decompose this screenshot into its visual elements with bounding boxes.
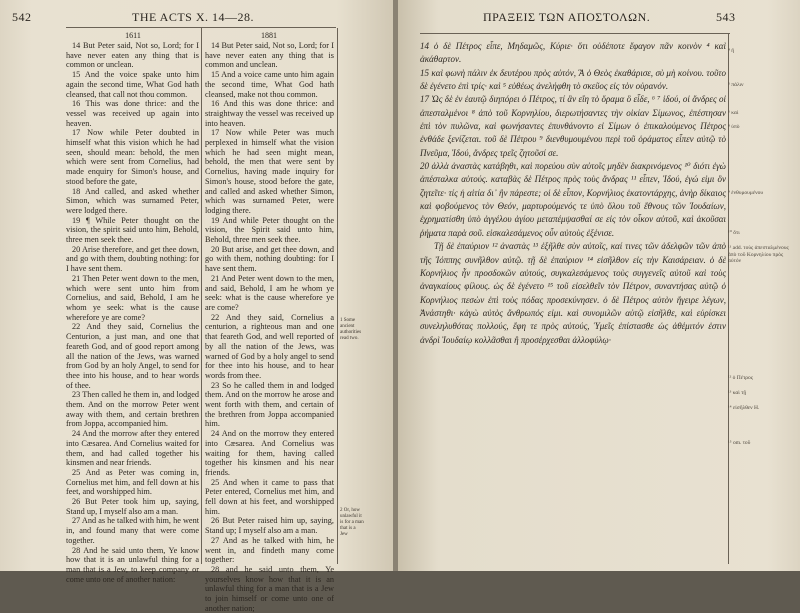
greek-paragraph: 17 Ὡς δὲ ἐν ἑαυτῷ διηπόρει ὁ Πέτρος, τί ἂν εἴη τὸ ὅραμα ὃ εἶδε, ⁶ ⁷ ἰδού, οἱ ἄνδρες οἱ ἀπεσταλμένοι ⁸ ἀπὸ τοῦ Κορνηλίου, διερωτήσαντες τὴν οἰκίαν Σίμωνος, ἐπέστησαν ἐπὶ τὸν πυλῶνα, καὶ φωνήσαντες ἐπυνθάνοντο εἰ Σίμων ὁ ἐπικαλούμενος Πέτρος ἐνθάδε ξενίζεται. τοῦ δὲ Πέτρου ⁹ διενθυμουμένου περὶ τοῦ ὁράματος εἶπεν αὐτῷ τὸ Πνεῦμα, Ἰδού, ἄνδρες τρεῖς ζητοῦσί σε. <box>420 94 726 158</box>
greek-margin-notes <box>728 40 794 565</box>
column-1881 <box>205 41 334 613</box>
greek-note: ¹⁵ om. τοῦ <box>728 440 751 446</box>
greek-note: ¹⁴ εἰσῆλθεν Η. <box>728 405 760 411</box>
verse: 20 But arise, and get thee down, and go with them, nothing doubting: for I have sent them. <box>205 244 334 274</box>
left-page <box>0 0 396 613</box>
verse: 27 And as he talked with him, he went in, and found many that were come together. <box>66 516 199 545</box>
verse: 27 And as he talked with him, he went in, and findeth many come together: <box>205 535 334 565</box>
verse: 20 Arise therefore, and get thee down, and go with them, doubting nothing: for I have sent them. <box>66 244 199 274</box>
greek-note: ¹¹ add. τοὺς ἀπεσταλμένους ἀπὸ τοῦ Κορνηλίου πρὸς αὐτόν <box>728 245 789 264</box>
verse: 25 And when it came to pass that Peter entered, Cornelius met him, and fell down at his feet, and worshipped him. <box>205 477 334 516</box>
verse: 23 Then called he them in, and lodged them. And on the morrow Peter went away with them, and certain brethren from Joppa, accompanied him. <box>66 390 199 429</box>
verse: 15 And the voice spake unto him again the second time, What God hath cleansed, that call not thou common. <box>66 70 199 99</box>
verse: 23 So he called them in and lodged them. And on the morrow he arose and went forth with them, and certain of the brethren from Joppa accompanied him. <box>205 380 334 429</box>
verse: 16 This was done thrice: and the vessel was received up again into heaven. <box>66 99 199 128</box>
verse: 26 But Peter raised him up, saying, Stand up; I myself also am a man. <box>205 516 334 536</box>
verse: 24 And on the morrow they entered into Cæsarea. And Cornelius was waiting for them, having called together his kinsmen and his near friends. <box>205 429 334 477</box>
greek-note: ⁸ ὑπὸ <box>728 124 740 130</box>
verse: 26 But Peter took him up, saying, Stand up, I myself also am a man. <box>66 497 199 516</box>
margin-divider <box>337 28 338 564</box>
greek-note: ⁶ καὶ <box>728 110 739 116</box>
column-divider <box>201 28 202 564</box>
verse: 16 And this was done thrice: and straightway the vessel was received up into heaven. <box>205 99 334 128</box>
column-heading-1881: 1881 <box>261 31 277 40</box>
greek-text <box>420 40 726 565</box>
verse: 14 But Peter said, Not so, Lord; for I have never eaten any thing that is common and unclean. <box>205 41 334 70</box>
greek-note: ¹⁰ ὅτι <box>728 230 740 236</box>
verse: 18 And called, and asked whether Simon, which was surnamed Peter, were lodged there. <box>66 186 199 215</box>
column-1611 <box>66 41 199 584</box>
verse: 21 And Peter went down to the men, and said, Behold, I am he whom ye seek: what is the cause wherefore ye are come? <box>205 273 334 312</box>
greek-note: ⁴ ἢ <box>728 48 735 54</box>
verse: 28 And he said unto them, Ye know how that it is an unlawful thing for a man that is a Jew, to keep company or come unto one of another nation: <box>66 545 199 584</box>
page-number-right: 543 <box>716 10 736 24</box>
greek-paragraph: 14 ὁ δὲ Πέτρος εἶπε, Μηδαμῶς, Κύριε· ὅτι οὐδέποτε ἔφαγον πᾶν κοινὸν ⁴ καὶ ἀκάθαρτον. <box>420 41 726 65</box>
greek-note: ¹² ὁ Πέτρος <box>728 375 753 381</box>
verse: 28 and he said unto them, Ye yourselves know how that it is an unlawful thing for a man that is a Jew to join himself or come unto one of another nation; <box>205 564 334 613</box>
verse: 17 Now while Peter was much perplexed in himself what the vision which he had seen might mean, behold, the men that were sent by Cornelius, having made inquiry for Simon's house, stood before the gate, and called and asked whether Simon, which was surnamed Peter, were lodging there. <box>205 128 334 215</box>
column-heading-1611: 1611 <box>125 31 141 40</box>
greek-note: ⁹ ἐνθυμουμένου <box>728 190 764 196</box>
running-head-right: ΠΡΑΞΕΙΣ ΤΩΝ ΑΠΟΣΤΟΛΩΝ. <box>483 10 651 24</box>
greek-paragraph: Τῇ δὲ ἐπαύριον ¹² ἀναστὰς ¹³ ἐξῆλθε σὺν αὐτοῖς, καί τινες τῶν ἀδελφῶν τῶν ἀπὸ τῆς Ἰόππης συνῆλθον αὐτῷ. τῇ δὲ ἐπαύριον ¹⁴ εἰσῆλθον εἰς τὴν Καισάρειαν. ὁ δὲ Κορνήλιος ἦν προσδοκῶν αὐτούς, συγκαλεσάμενος τοὺς συγγενεῖς αὐτοῦ καὶ τοὺς ἀναγκαίους φίλους. ὡς δὲ ἐγένετο ¹⁵ τοῦ εἰσελθεῖν τὸν Πέτρον, συναντήσας αὐτῷ ὁ Κορνήλιος πεσὼν ἐπὶ τοὺς πόδας προσεκύνησεν. ὁ δὲ Πέτρος αὐτὸν ἤγειρε λέγων, Ἀνάστηθι· κἀγὼ αὐτὸς ἄνθρωπός εἰμι. καὶ συνομιλῶν αὐτῷ εἰσῆλθε, καὶ εὑρίσκει συνεληλυθότας πολλούς, ἔφη τε πρὸς αὐτούς, Ὑμεῖς ἐπίστασθε ὡς ἀθέμιτόν ἐστιν ἀνδρὶ Ἰουδαίῳ κολλᾶσθαι ἢ προσέρχεσθαι ἀλλοφύλῳ· <box>420 241 726 345</box>
header-rule <box>420 33 730 34</box>
page-number-left: 542 <box>12 10 32 24</box>
greek-paragraph: 20 ἀλλὰ ἀναστὰς κατάβηθι, καὶ πορεύου σὺν αὐτοῖς μηδὲν διακρινόμενος ¹⁰ διότι ἐγὼ ἀπέσταλκα αὐτούς. καταβὰς δὲ Πέτρος πρὸς τοὺς ἄνδρας ¹¹ εἶπεν, Ἰδού, ἐγώ εἰμι ὃν ζητεῖτε· τίς ἡ αἰτία δι᾽ ἣν πάρεστε; οἱ δὲ εἶπον, Κορνήλιος ἑκατοντάρχης, ἀνὴρ δίκαιος καὶ φοβούμενος τὸν Θεόν, μαρτυρούμενός τε ὑπὸ ὅλου τοῦ ἔθνους τῶν Ἰουδαίων, ἐχρηματίσθη ὑπὸ ἀγγέλου ἁγίου μεταπέμψασθαί σε εἰς τὸν οἶκον αὐτοῦ, καὶ ἀκοῦσαι ῥήματα παρὰ σοῦ. εἰσκαλεσάμενος οὖν αὐτοὺς ἐξένισε. <box>420 161 726 238</box>
verse: 24 And the morrow after they entered into Cæsarea. And Cornelius waited for them, and had called together his kinsmen and near friends. <box>66 429 199 468</box>
running-head-left: THE ACTS X. 14—28. <box>132 10 255 24</box>
greek-note: ¹³ καὶ τῇ <box>728 390 747 396</box>
verse: 14 But Peter said, Not so, Lord; for I have never eaten any thing that is common or unclean. <box>66 41 199 70</box>
greek-note: ⁵ πάλιν <box>728 82 744 88</box>
greek-paragraph: 15 καὶ φωνὴ πάλιν ἐκ δευτέρου πρὸς αὐτόν, Ἃ ὁ Θεὸς ἐκαθάρισε, σὺ μὴ κοίνου. τοῦτο δὲ ἐγένετο ἐπὶ τρίς· καὶ ⁵ εὐθέως ἀνελήφθη τὸ σκεῦος εἰς τὸν οὐρανόν. <box>420 67 726 92</box>
verse: 17 Now while Peter doubted in himself what this vision which he had seen, should mean: behold, the men which were sent from Cornelius, had made enquiry for Simon's house, and stood before the gate, <box>66 128 199 186</box>
verse: 21 Then Peter went down to the men, which were sent unto him from Cornelius, and said, Behold, I am he whom ye seek: what is the cause wherefore ye are come? <box>66 273 199 322</box>
margin-note: 1 Some ancient authorities read two. <box>340 318 362 341</box>
margin-note: 2 Or, how unlawful it is for a man that is a Jew <box>340 508 364 537</box>
verse: 25 And as Peter was coming in, Cornelius met him, and fell down at his feet, and worshipped him. <box>66 467 199 497</box>
verse: 19 And while Peter thought on the vision, the Spirit said unto him, Behold, three men seek thee. <box>205 215 334 245</box>
verse: 22 And they said, Cornelius a centurion, a righteous man and one that feareth God, and well reported of by all the nation of the Jews, was warned of God by a holy angel to send for thee into his house, and to hear words from thee. <box>205 312 334 380</box>
verse: 15 And a voice came unto him again the second time, What God hath cleansed, make not thou common. <box>205 70 334 99</box>
verse: 22 And they said, Cornelius the Centurion, a just man, and one that feareth God, and of good report among all the nation of the Jews, was warned from God by an holy Angel, to send for thee into his house, and to hear words of thee. <box>66 322 199 390</box>
verse: 19 ¶ While Peter thought on the vision, the spirit said unto him, Behold, three men seek thee. <box>66 215 199 245</box>
